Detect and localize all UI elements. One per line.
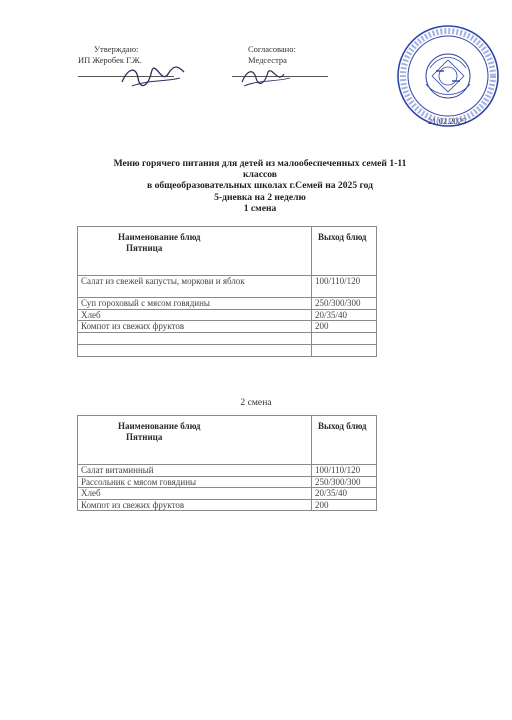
dish-output: 250/300/300 <box>312 476 377 488</box>
shift-1-label: 1 смена <box>243 202 277 214</box>
table-row <box>78 321 377 333</box>
dish-output: 100/110/120 <box>312 276 377 298</box>
table-row <box>78 488 377 500</box>
table-row <box>78 465 377 477</box>
document-title <box>60 158 460 214</box>
dish-output: 100/110/120 <box>312 465 377 477</box>
dish-output: 200 <box>312 321 377 333</box>
director-signature <box>118 60 188 92</box>
empty-row <box>78 344 377 356</box>
column-header-output: Выход блюд <box>312 416 377 465</box>
dish-name: Компот из свежих фруктов <box>78 499 312 511</box>
column-header-dish <box>78 416 312 465</box>
shift-2-menu-table <box>77 415 377 511</box>
dish-name: Суп гороховый с мясом говядины <box>78 298 312 310</box>
table-row <box>78 499 377 511</box>
table-header-row <box>78 416 377 465</box>
table-row <box>78 476 377 488</box>
official-stamp <box>396 24 500 128</box>
title-line-4: 5-дневка на 2 неделю <box>214 191 306 203</box>
dish-name: Салат из свежей капусты, моркови и яблок <box>78 276 312 298</box>
column-header-day: Пятница <box>126 431 163 442</box>
dish-name: Компот из свежих фруктов <box>78 321 312 333</box>
title-line-1: Меню горячего питания для детей из малообеспеченных семей 1-11 <box>113 158 407 169</box>
dish-name: Хлеб <box>78 309 312 321</box>
dish-output: 20/35/40 <box>312 488 377 500</box>
stamp-date: 21.02.2025 <box>428 116 467 126</box>
approval-left-position: ИП Жеробек Г.Ж. <box>78 55 142 65</box>
approval-left-title: Утверждаю: <box>94 44 139 54</box>
dish-output: 200 <box>312 499 377 511</box>
dish-name: Хлеб <box>78 488 312 500</box>
approval-right-title: Согласовано: <box>248 44 296 54</box>
shift-1-menu-table <box>77 226 377 357</box>
dish-name: Рассольник с мясом говядины <box>78 476 312 488</box>
dish-name: Салат витаминный <box>78 465 312 477</box>
column-header-dish <box>78 227 312 276</box>
table-row <box>78 276 377 298</box>
title-line-3: в общеобразовательных школах г.Семей на 2025 год <box>146 180 374 192</box>
title-line-2: классов <box>243 169 277 181</box>
nurse-signature <box>238 62 294 90</box>
column-header-output: Выход блюд <box>312 227 377 276</box>
approval-right-position: Медсестра <box>248 55 287 65</box>
column-header-day: Пятница <box>126 242 163 253</box>
shift-2-label: 2 смена <box>240 397 272 408</box>
dish-output: 20/35/40 <box>312 309 377 321</box>
table-header-row <box>78 227 377 276</box>
table-row <box>78 298 377 310</box>
dish-output: 250/300/300 <box>312 298 377 310</box>
column-header-dish-label: Наименование блюд <box>118 421 201 431</box>
column-header-dish-label: Наименование блюд <box>118 232 201 242</box>
empty-row <box>78 332 377 344</box>
table-row <box>78 309 377 321</box>
